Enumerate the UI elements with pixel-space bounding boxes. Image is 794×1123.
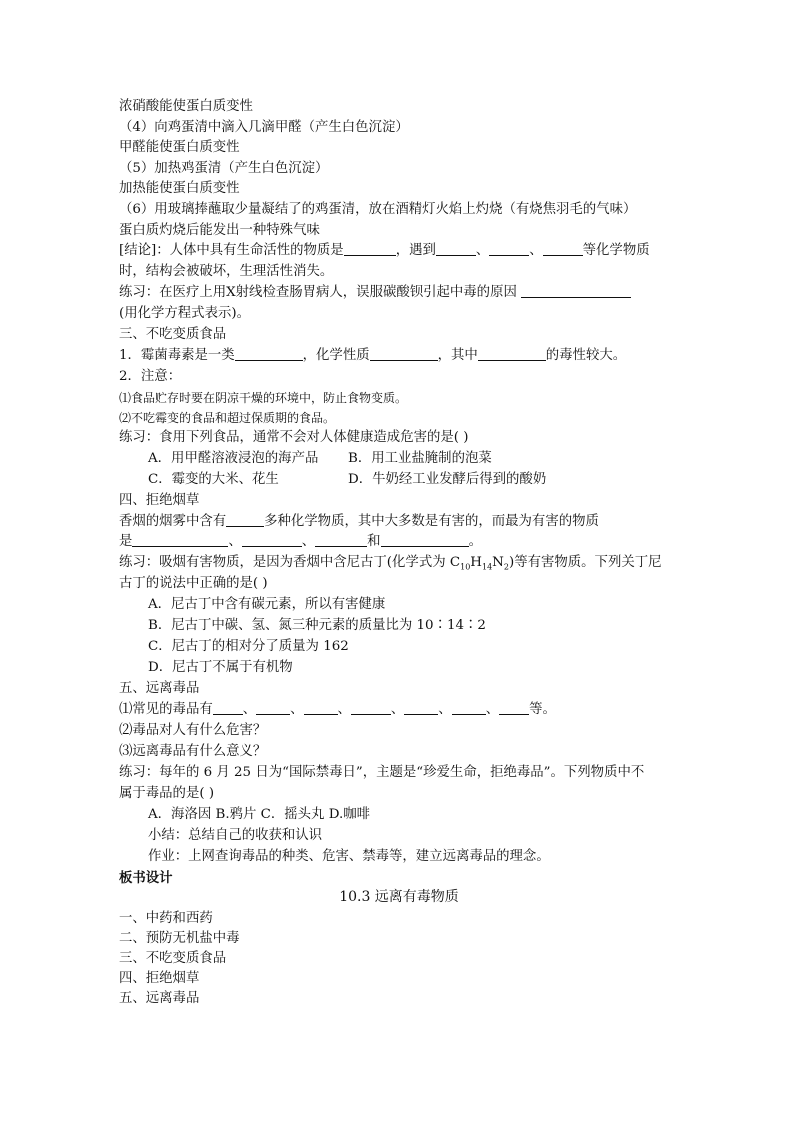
text-line: 2．注意： [119, 369, 182, 384]
board-item: 一、中药和西药 [119, 911, 213, 926]
text-line: 甲醛能使蛋白质变性 [119, 140, 240, 155]
exercise-question: 练习：吸烟有害物质，是因为香烟中含尼古丁(化学式为 $C_{10}H_{14}N_2$)等有害物质。下列关丁尼 [119, 555, 662, 572]
option-c: C．霉变的大米、花生 [148, 472, 279, 487]
fill-blank [351, 701, 391, 715]
fill-blank [489, 242, 529, 256]
option-a: A．用甲醛溶液浸泡的海产品 [148, 451, 319, 466]
option-b: B．尼古丁中碳、氢、氮三种元素的质量比为 10∶14∶2 [148, 618, 486, 633]
text-line: 蛋白质灼烧后能发出一种特殊气味 [119, 223, 320, 238]
text-line: 1．霉菌毒素是一类 ，化学性质 ，其中 的毒性较大。 [119, 348, 627, 363]
text-line: ⑶远离毒品有什么意义？ [119, 744, 267, 759]
fill-blank [404, 701, 438, 715]
text-line: 古丁的说法中正确的是( ) [119, 576, 268, 591]
option-c: C．尼古丁的相对分了质量为 162 [148, 639, 349, 654]
text-line: 属于毒品的是( ) [119, 786, 215, 801]
fill-blank [499, 701, 529, 715]
exercise-question: 练习：食用下列食品，通常不会对人体健康造成危害的是( ) [119, 430, 469, 445]
fill-blank [226, 513, 264, 527]
fill-blank [521, 284, 631, 298]
fill-blank [370, 347, 438, 361]
fill-blank [315, 533, 367, 547]
text-line: 时，结构会被破坏，生理活性消失。 [119, 264, 334, 279]
text-line: （4）向鸡蛋清中滴入几滴甲醛（产生白色沉淀） [119, 120, 409, 135]
summary-line: 小结：总结自己的收获和认识 [148, 828, 323, 843]
board-item: 三、不吃变质食品 [119, 951, 227, 966]
board-heading: 板书设计 [119, 870, 173, 886]
board-item: 五、远离毒品 [119, 991, 200, 1006]
fill-blank [381, 533, 469, 547]
text-line: （6）用玻璃捧蘸取少量凝结了的鸡蛋清，放在酒精灯火焰上灼烧（有烧焦羽毛的气味） [119, 202, 637, 217]
text-line: 是 、 、 和 。 [119, 534, 482, 549]
homework-line: 作业：上网查询毒品的种类、危害、禁毒等，建立远离毒品的理念。 [148, 849, 550, 864]
fill-blank [304, 701, 338, 715]
fill-blank [436, 242, 476, 256]
conclusion-line: [结论]：人体中具有生命活性的物质是 ，遇到 、 、 等化学物质 [119, 243, 650, 258]
text-line: ⑵毒品对人有什么危害？ [119, 723, 267, 738]
text-line: (用化学方程式表示)。 [119, 306, 250, 321]
text-line: 香烟的烟雾中含有 多种化学物质，其中大多数是有害的，而最为有害的物质 [119, 514, 599, 529]
fill-blank [256, 701, 290, 715]
text-line: ⑴常见的毒品有 、 、 、 、 、 、 等。 [119, 702, 556, 717]
fill-blank [242, 533, 302, 547]
board-item: 四、拒绝烟草 [119, 971, 200, 986]
section-title: 五、远离毒品 [119, 681, 200, 696]
text-line: ⑴食品贮存时要在阴凉干燥的环境中，防止食物变质。 [119, 391, 408, 405]
board-item: 二、预防无机盐中毒 [119, 931, 240, 946]
fill-blank [235, 347, 303, 361]
fill-blank [478, 347, 546, 361]
options-line: A．海洛因 B.鸦片 C．摇头丸 D.咖啡 [148, 807, 370, 822]
fill-blank [543, 242, 583, 256]
option-b: B．用工业盐腌制的泡菜 [348, 451, 492, 466]
text-line: （5）加热鸡蛋清（产生白色沉淀） [119, 161, 329, 176]
text-line: ⑵不吃霉变的食品和超过保质期的食品。 [119, 411, 336, 425]
fill-blank [213, 701, 243, 715]
text-line: 浓硝酸能使蛋白质变性 [119, 99, 253, 114]
exercise-question: 练习：每年的 6 月 25 日为“国际禁毒日”，主题是“珍爱生命，拒绝毒品”。下列物质中不 [119, 765, 645, 780]
option-a: A．尼古丁中含有碳元素，所以有害健康 [148, 597, 386, 612]
section-title: 三、不吃变质食品 [119, 327, 227, 342]
fill-blank [344, 242, 396, 256]
exercise-line: 练习：在医疗上用X射线检查肠胃病人，误服碳酸钡引起中毒的原因 [119, 283, 631, 303]
fill-blank [132, 533, 228, 547]
fill-blank [452, 701, 486, 715]
option-d: D．尼古丁不属于有机物 [148, 660, 293, 675]
text-line: 加热能使蛋白质变性 [119, 181, 240, 196]
section-title: 四、拒绝烟草 [119, 493, 200, 508]
board-title: 10.3 远离有毒物质 [339, 889, 459, 905]
option-d: D．牛奶经工业发酵后得到的酸奶 [348, 472, 547, 487]
